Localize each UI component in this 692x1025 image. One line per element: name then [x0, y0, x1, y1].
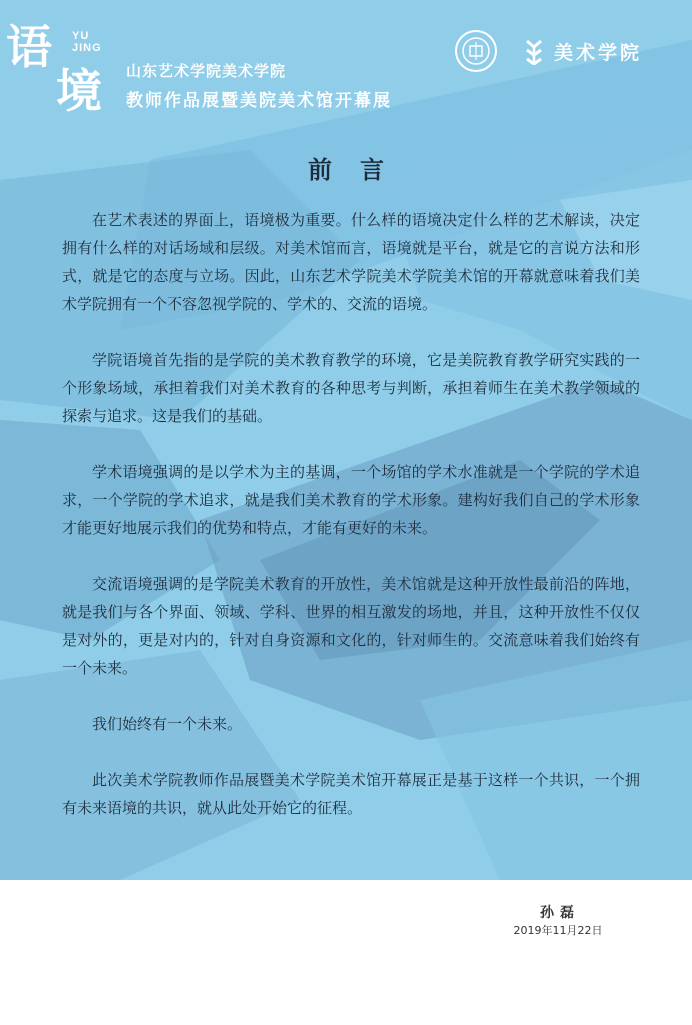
author-signature: 孙磊: [540, 905, 580, 921]
preface-body: [62, 206, 640, 850]
paragraph: 此次美术学院教师作品展暨美术学院美术馆开幕展正是基于这样一个共识，一个拥有未来语境的共识，就从此处开始它的征程。: [62, 771, 640, 817]
exhibition-subtitle: 教师作品展暨美院美术馆开幕展: [126, 91, 392, 111]
yujing-logo: [6, 18, 106, 118]
logo-pinyin-2: JING: [72, 42, 102, 54]
signature-date: 2019年11月22日: [513, 924, 603, 937]
university-seal-icon: [455, 30, 497, 72]
paragraph: 在艺术表述的界面上，语境极为重要。什么样的语境决定什么样的艺术解读，决定拥有什么样的对话场域和层级。对美术馆而言，语境就是平台，就是它的言说方法和形式，就是它的态度与立场。因此，山东艺术学院美术学院美术馆的开幕就意味着我们美术学院拥有一个不容忽视学院的、学术的、交流的语境。: [62, 211, 640, 313]
logo-char-1: 语: [6, 20, 52, 74]
paragraph: 学术语境强调的是以学术为主的基调，一个场馆的学术水准就是一个学院的学术追求，一个学院的学术追求，就是我们美术教育的学术形象。建构好我们自己的学术形象才能更好地展示我们的优势和特点，才能有更好的未来。: [62, 463, 640, 537]
paragraph: 我们始终有一个未来。: [92, 715, 243, 733]
logo-pinyin-1: YU: [72, 30, 90, 42]
academy-logo-icon: [524, 39, 544, 65]
brand-name: 美术学院: [554, 42, 643, 64]
logo-pinyin: [72, 30, 102, 54]
academy-brand: [524, 38, 642, 65]
paragraph: 学院语境首先指的是学院的美术教育教学的环境，它是美院教育教学研究实践的一个形象场域，承担着我们对美术教育的各种思考与判断，承担着师生在美术教学领域的探索与追求。这是我们的基础。: [62, 351, 640, 425]
institution-subtitle: 山东艺术学院美术学院: [126, 62, 287, 80]
preface-title: 前言: [308, 156, 412, 184]
paragraph: 交流语境强调的是学院美术教育的开放性，美术馆就是这种开放性最前沿的阵地，就是我们与各个界面、领域、学科、世界的相互激发的场地，并且，这种开放性不仅仅是对外的，更是对内的，针对自身资源和文化的，针对师生的。交流意味着我们始终有一个未来。: [62, 575, 640, 677]
logo-char-2: 境: [56, 64, 102, 118]
